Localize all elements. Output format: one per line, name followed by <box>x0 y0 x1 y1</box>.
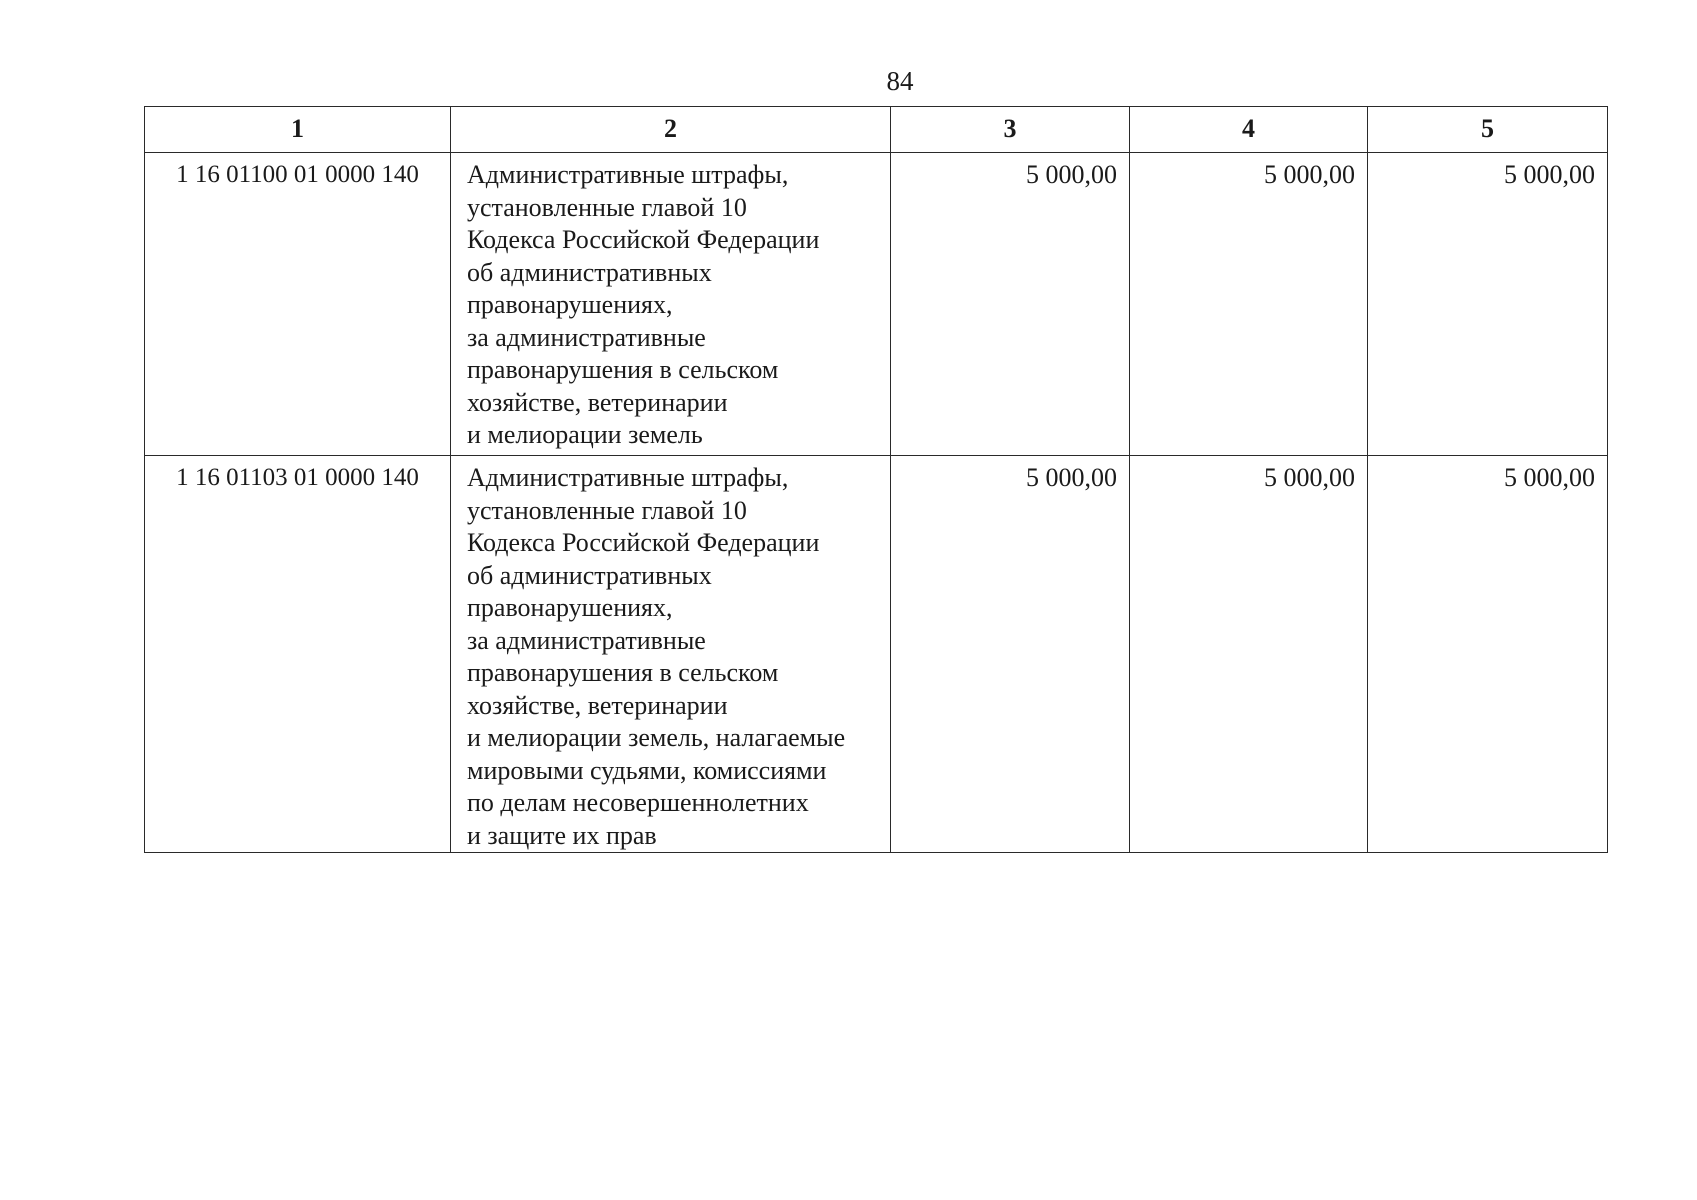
description-line: Кодекса Российской Федерации <box>467 528 820 557</box>
description-line: правонарушениях, <box>467 290 673 319</box>
description-line: об административных <box>467 560 712 590</box>
column-header-4: 4 <box>1130 107 1368 153</box>
description-cell <box>451 153 891 456</box>
description-line: установленные главой 10 <box>467 495 747 525</box>
amount-cell-col3: 5 000,00 <box>891 153 1130 456</box>
description-line: установленные главой 10 <box>467 192 747 222</box>
description-line: Административные штрафы, <box>467 463 789 492</box>
description-line: Кодекса Российской Федерации <box>467 225 820 254</box>
column-header-5: 5 <box>1368 107 1608 153</box>
column-header-2: 2 <box>451 107 891 153</box>
description-line: и мелиорации земель <box>467 420 703 449</box>
description-line: за административные <box>467 322 706 352</box>
budget-code-cell: 1 16 01100 01 0000 140 <box>145 153 451 456</box>
description-line: по делам несовершеннолетних <box>467 788 809 817</box>
amount-cell-col3: 5 000,00 <box>891 456 1130 853</box>
column-header-1: 1 <box>145 107 451 153</box>
description-line: и защите их прав <box>467 820 657 850</box>
column-header-3: 3 <box>891 107 1130 153</box>
budget-code-cell: 1 16 01103 01 0000 140 <box>145 456 451 853</box>
description-line: правонарушения в сельском <box>467 658 779 687</box>
budget-table <box>144 106 1608 853</box>
description-line: мировыми судьями, комиссиями <box>467 755 827 785</box>
budget-table-container <box>144 106 1607 853</box>
description-line: правонарушениях, <box>467 593 673 622</box>
description-line: хозяйстве, ветеринарии <box>467 387 728 417</box>
amount-cell-col5: 5 000,00 <box>1368 456 1608 853</box>
amount-cell-col5: 5 000,00 <box>1368 153 1608 456</box>
description-line: об административных <box>467 257 712 287</box>
table-header-row <box>145 107 1608 153</box>
description-line: и мелиорации земель, налагаемые <box>467 723 846 752</box>
table-row <box>145 153 1608 456</box>
table-row <box>145 456 1608 853</box>
description-line: хозяйстве, ветеринарии <box>467 690 728 720</box>
description-line: правонарушения в сельском <box>467 355 779 384</box>
description-line: за административные <box>467 625 706 655</box>
amount-cell-col4: 5 000,00 <box>1130 456 1368 853</box>
description-cell <box>451 456 891 853</box>
description-line: Административные штрафы, <box>467 160 789 189</box>
amount-cell-col4: 5 000,00 <box>1130 153 1368 456</box>
page-number: 84 <box>886 66 914 96</box>
